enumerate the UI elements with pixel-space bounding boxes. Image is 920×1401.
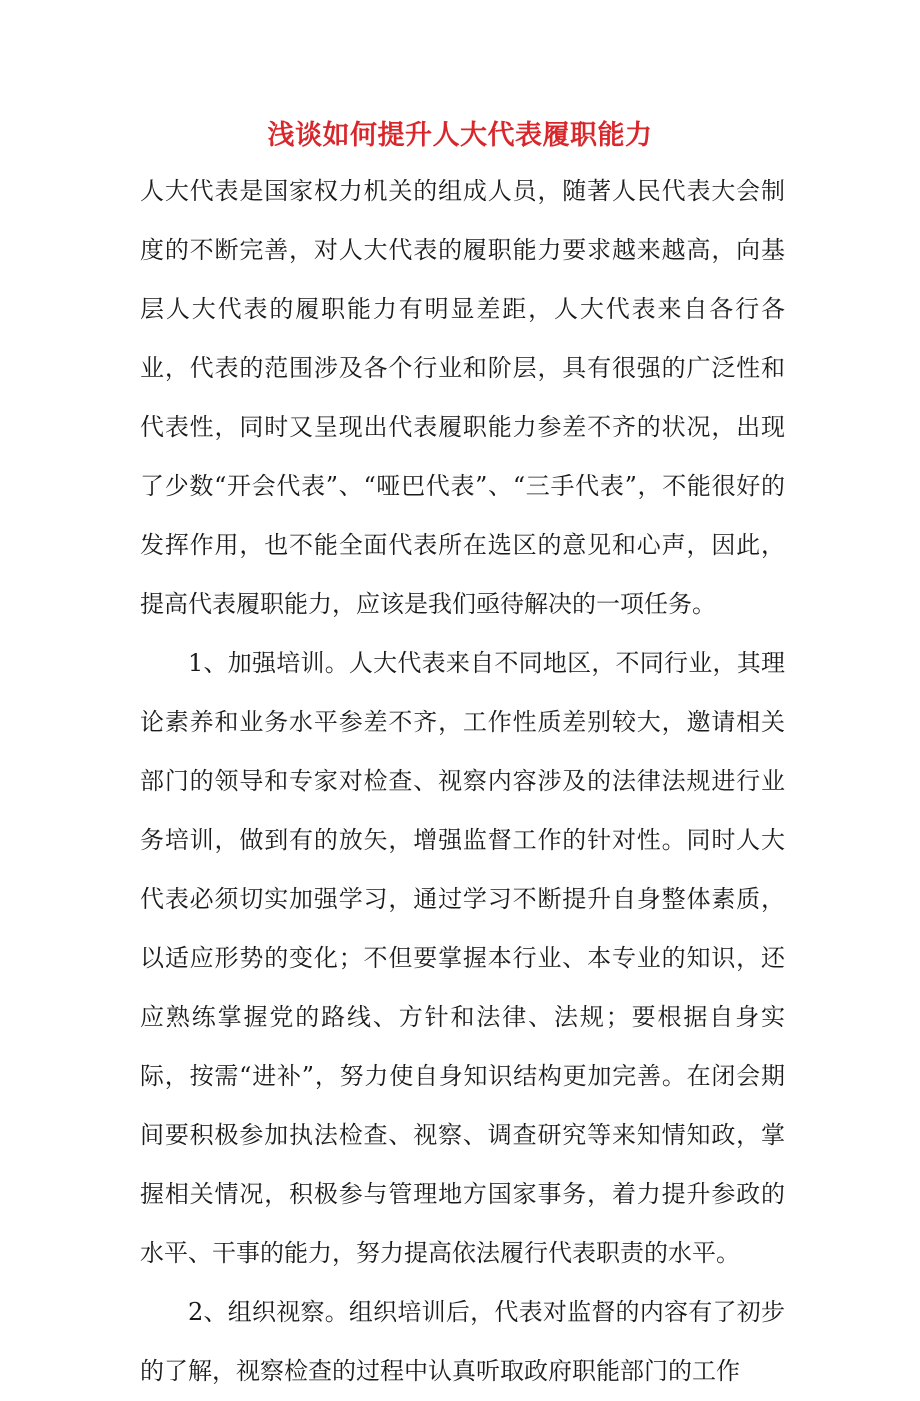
document-body <box>140 162 785 1401</box>
paragraph-inspection: 2、组织视察。组织培训后，代表对监督的内容有了初步的了解，视察检查的过程中认真听取政府职能部门的工作 <box>140 1298 785 1385</box>
paragraph-intro: 人大代表是国家权力机关的组成人员，随著人民代表大会制度的不断完善，对人大代表的履职能力要求越来越高，向基层人大代表的履职能力有明显差距，人大代表来自各行各业，代表的范围涉及各个行业和阶层，具有很强的广泛性和代表性，同时又呈现出代表履职能力参差不齐的状况，出现了少数“开会代表”、“哑巴代表”、“三手代表”，不能很好的发挥作用，也不能全面代表所在选区的意见和心声，因此，提高代表履职能力，应该是我们亟待解决的一项任务。 <box>140 177 785 618</box>
paragraph-training: 1、加强培训。人大代表来自不同地区，不同行业，其理论素养和业务水平参差不齐，工作性质差别较大，邀请相关部门的领导和专家对检查、视察内容涉及的法律法规进行业务培训，做到有的放矢，增强监督工作的针对性。同时人大代表必须切实加强学习，通过学习不断提升自身整体素质，以适应形势的变化；不但要掌握本行业、本专业的知识，还应熟练掌握党的路线、方针和法律、法规；要根据自身实际，按需“进补”，努力使自身知识结构更加完善。在闭会期间要积极参加执法检查、视察、调查研究等来知情知政，掌握相关情况，积极参与管理地方国家事务，着力提升参政的水平、干事的能力，努力提高依法履行代表职责的水平。 <box>140 649 785 1267</box>
document-title: 浅谈如何提升人大代表履职能力 <box>267 120 653 151</box>
